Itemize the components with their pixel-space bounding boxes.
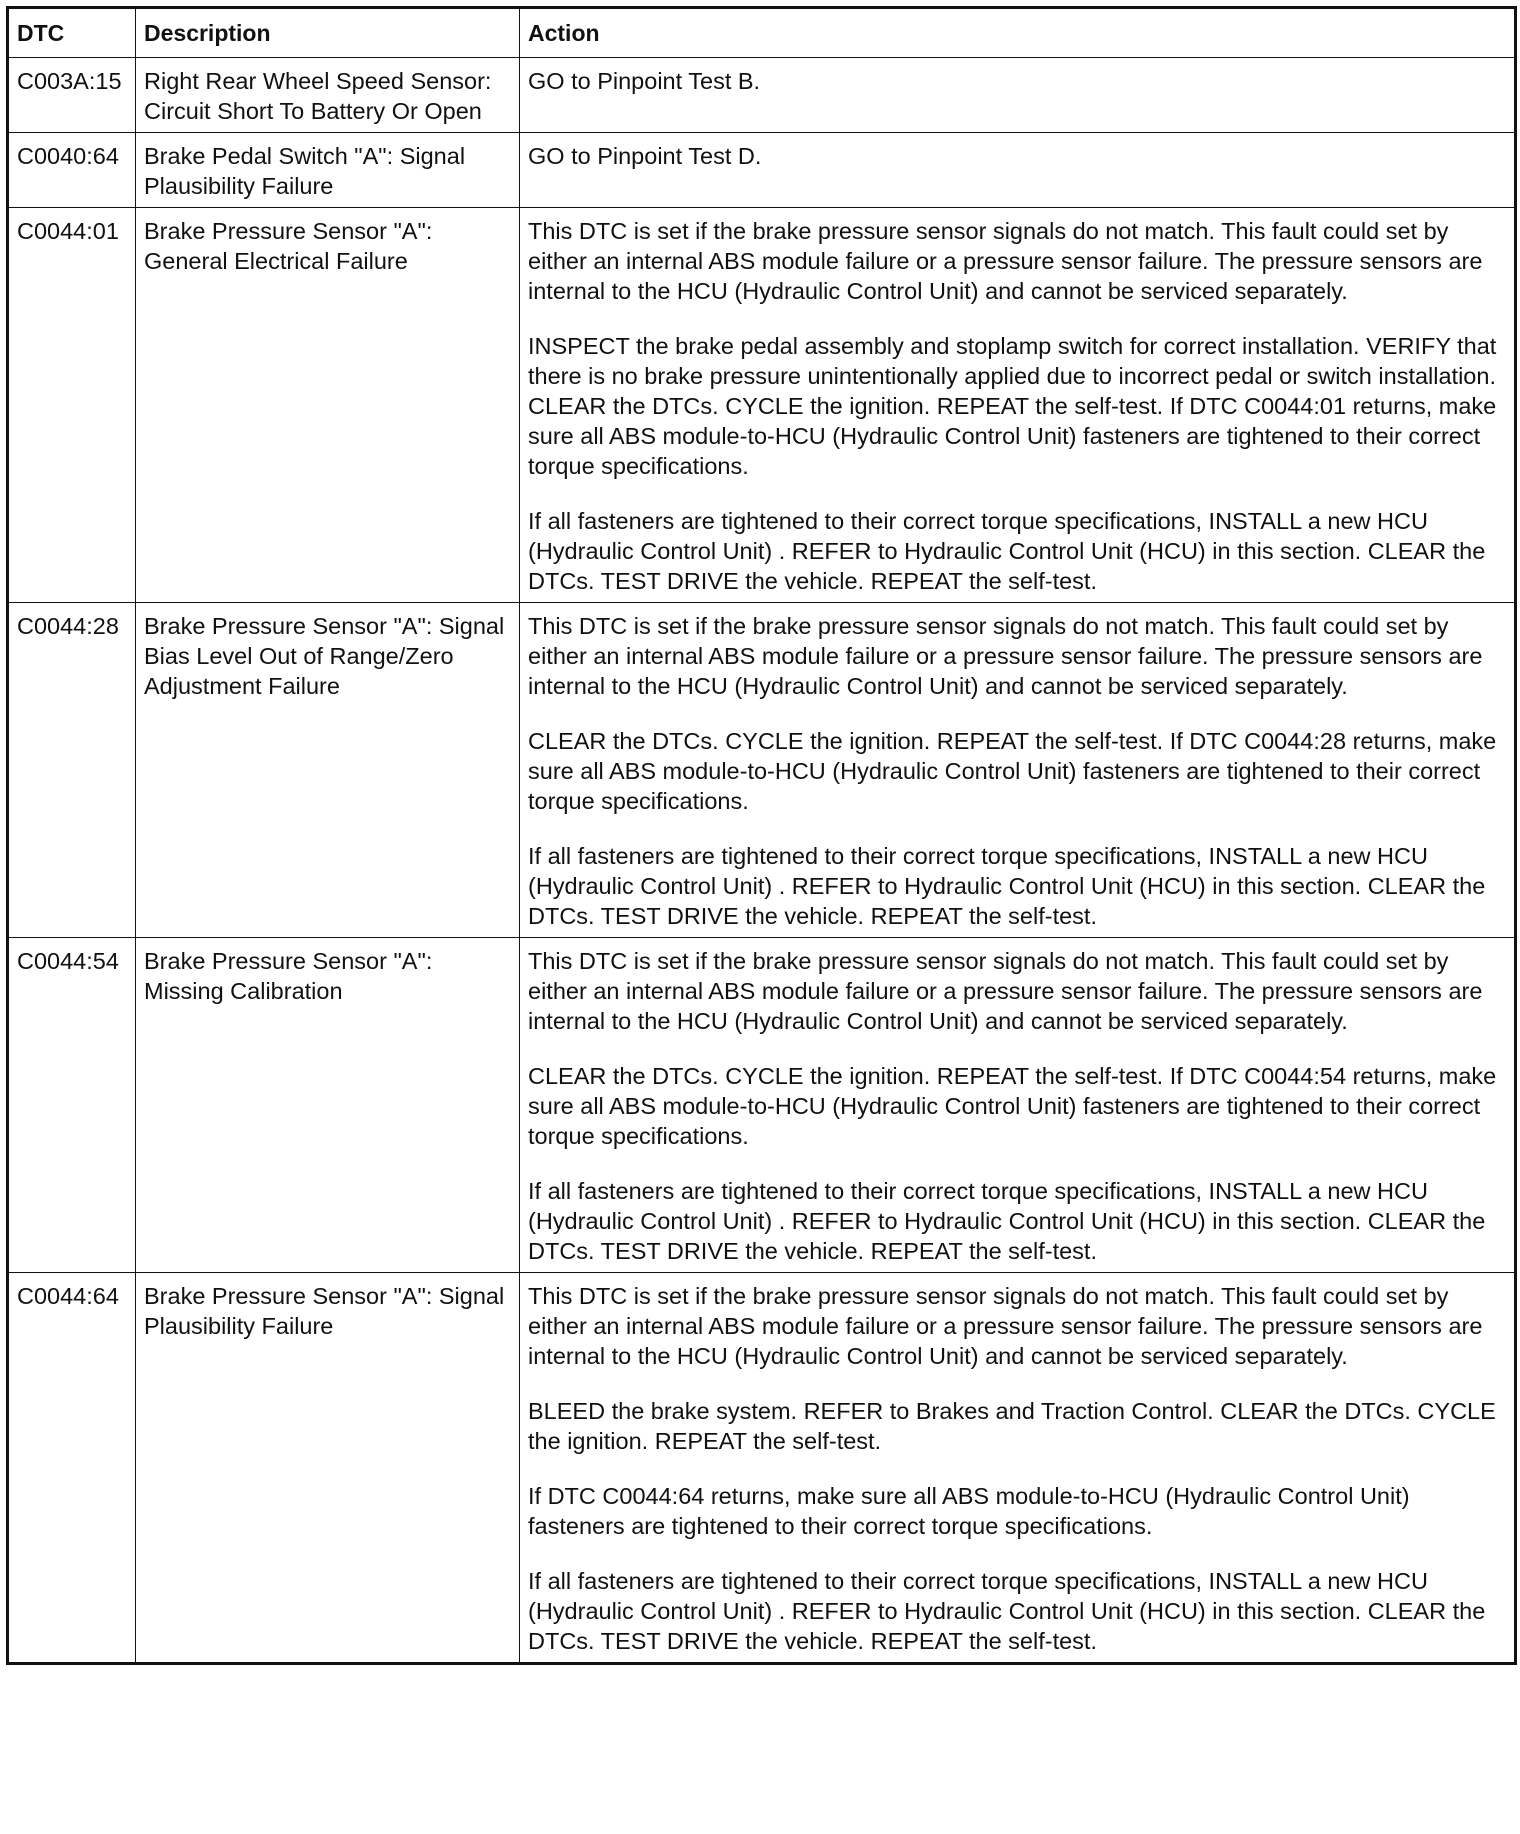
action-paragraph: If all fasteners are tightened to their correct torque specifications, INSTALL a new HCU (Hydraulic Control Unit) . REFER to Hydraulic Control Unit (HCU) in this section. CLEAR the DTCs. TEST DRIVE the vehicle. REPEAT the self-test. bbox=[528, 1568, 1486, 1654]
dtc-code: C0044:54 bbox=[8, 938, 136, 1273]
table-row bbox=[8, 603, 1516, 938]
dtc-document bbox=[6, 6, 1514, 1665]
action-paragraph: If all fasteners are tightened to their correct torque specifications, INSTALL a new HCU (Hydraulic Control Unit) . REFER to Hydraulic Control Unit (HCU) in this section. CLEAR the DTCs. TEST DRIVE the vehicle. REPEAT the self-test. bbox=[528, 1178, 1486, 1264]
action-paragraph: This DTC is set if the brake pressure sensor signals do not match. This fault could set by either an internal ABS module failure or a pressure sensor failure. The pressure sensors are internal to the HCU (Hydraulic Control Unit) and cannot be serviced separately. bbox=[528, 948, 1483, 1034]
header-description: Description bbox=[136, 8, 520, 58]
dtc-action bbox=[520, 1273, 1516, 1664]
dtc-description: Brake Pressure Sensor "A": Signal Plausibility Failure bbox=[136, 1273, 520, 1664]
dtc-table bbox=[6, 6, 1517, 1665]
table-row bbox=[8, 133, 1516, 208]
dtc-action bbox=[520, 603, 1516, 938]
table-row bbox=[8, 58, 1516, 133]
header-action: Action bbox=[520, 8, 1516, 58]
dtc-code: C003A:15 bbox=[8, 58, 136, 133]
dtc-code: C0044:01 bbox=[8, 208, 136, 603]
action-paragraph: This DTC is set if the brake pressure sensor signals do not match. This fault could set by either an internal ABS module failure or a pressure sensor failure. The pressure sensors are internal to the HCU (Hydraulic Control Unit) and cannot be serviced separately. bbox=[528, 613, 1483, 699]
action-paragraph: GO to Pinpoint Test B. bbox=[528, 68, 761, 94]
dtc-description: Brake Pressure Sensor "A": Missing Calibration bbox=[136, 938, 520, 1273]
dtc-code: C0044:28 bbox=[8, 603, 136, 938]
dtc-description: Brake Pressure Sensor "A": General Electrical Failure bbox=[136, 208, 520, 603]
header-row bbox=[8, 8, 1516, 58]
table-row bbox=[8, 1273, 1516, 1664]
dtc-description: Brake Pressure Sensor "A": Signal Bias Level Out of Range/Zero Adjustment Failure bbox=[136, 603, 520, 938]
dtc-action bbox=[520, 58, 1516, 133]
table-row bbox=[8, 208, 1516, 603]
action-paragraph: CLEAR the DTCs. CYCLE the ignition. REPEAT the self-test. If DTC C0044:28 returns, make sure all ABS module-to-HCU (Hydraulic Control Unit) fasteners are tightened to their correct torque specifications. bbox=[528, 728, 1497, 814]
action-paragraph: If DTC C0044:64 returns, make sure all ABS module-to-HCU (Hydraulic Control Unit) fasteners are tightened to their correct torque specifications. bbox=[528, 1483, 1410, 1539]
action-paragraph: This DTC is set if the brake pressure sensor signals do not match. This fault could set by either an internal ABS module failure or a pressure sensor failure. The pressure sensors are internal to the HCU (Hydraulic Control Unit) and cannot be serviced separately. bbox=[528, 1283, 1483, 1369]
action-paragraph: INSPECT the brake pedal assembly and stoplamp switch for correct installation. VERIFY that there is no brake pressure unintentionally applied due to incorrect pedal or switch installation. CLEAR the DTCs. CYCLE the ignition. REPEAT the self-test. If DTC C0044:01 returns, make sure all ABS module-to-HCU (Hydraulic Control Unit) fasteners are tightened to their correct torque specifications. bbox=[528, 333, 1497, 479]
dtc-action bbox=[520, 938, 1516, 1273]
dtc-action bbox=[520, 208, 1516, 603]
dtc-code: C0044:64 bbox=[8, 1273, 136, 1664]
table-body bbox=[8, 58, 1516, 1664]
dtc-description: Right Rear Wheel Speed Sensor: Circuit Short To Battery Or Open bbox=[136, 58, 520, 133]
dtc-description: Brake Pedal Switch "A": Signal Plausibility Failure bbox=[136, 133, 520, 208]
table-header bbox=[8, 8, 1516, 58]
dtc-code: C0040:64 bbox=[8, 133, 136, 208]
action-paragraph: CLEAR the DTCs. CYCLE the ignition. REPEAT the self-test. If DTC C0044:54 returns, make sure all ABS module-to-HCU (Hydraulic Control Unit) fasteners are tightened to their correct torque specifications. bbox=[528, 1063, 1497, 1149]
action-paragraph: GO to Pinpoint Test D. bbox=[528, 143, 762, 169]
action-paragraph: If all fasteners are tightened to their correct torque specifications, INSTALL a new HCU (Hydraulic Control Unit) . REFER to Hydraulic Control Unit (HCU) in this section. CLEAR the DTCs. TEST DRIVE the vehicle. REPEAT the self-test. bbox=[528, 843, 1486, 929]
header-dtc: DTC bbox=[8, 8, 136, 58]
dtc-action bbox=[520, 133, 1516, 208]
action-paragraph: This DTC is set if the brake pressure sensor signals do not match. This fault could set by either an internal ABS module failure or a pressure sensor failure. The pressure sensors are internal to the HCU (Hydraulic Control Unit) and cannot be serviced separately. bbox=[528, 218, 1483, 304]
action-paragraph: If all fasteners are tightened to their correct torque specifications, INSTALL a new HCU (Hydraulic Control Unit) . REFER to Hydraulic Control Unit (HCU) in this section. CLEAR the DTCs. TEST DRIVE the vehicle. REPEAT the self-test. bbox=[528, 508, 1486, 594]
table-row bbox=[8, 938, 1516, 1273]
action-paragraph: BLEED the brake system. REFER to Brakes and Traction Control. CLEAR the DTCs. CYCLE the ignition. REPEAT the self-test. bbox=[528, 1398, 1496, 1454]
